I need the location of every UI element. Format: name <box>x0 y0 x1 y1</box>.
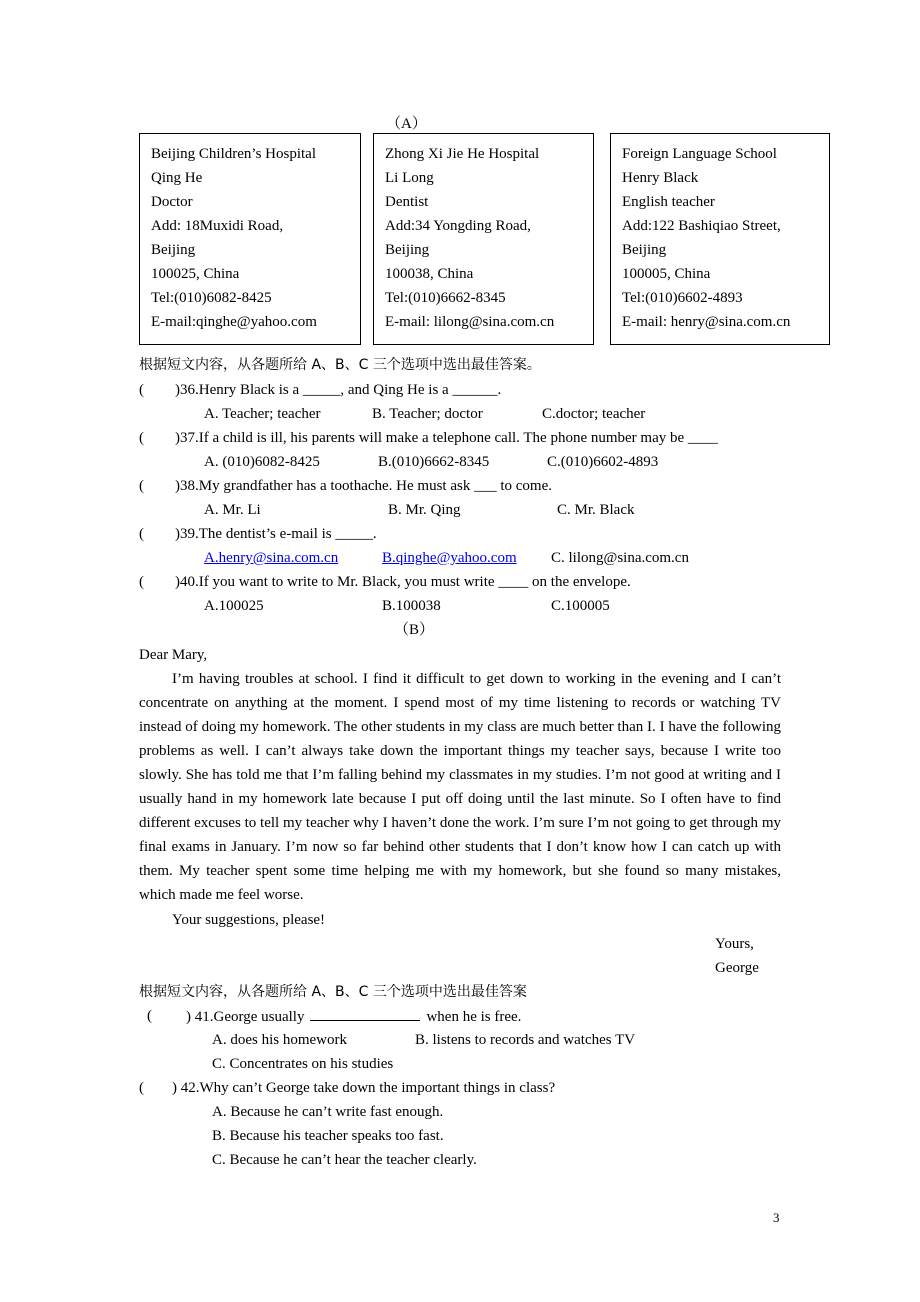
card-postcode: 100025, China <box>151 266 240 282</box>
q41-stem-post: when he is free. <box>426 1009 522 1025</box>
q37-option-c: C.(010)6602-4893 <box>547 454 659 470</box>
q38-option-c: C. Mr. Black <box>557 502 635 518</box>
card-tel: Tel:(010)6602-4893 <box>622 290 743 306</box>
section-b-title: （B） <box>394 622 435 638</box>
q42-option-a: A. Because he can’t write fast enough. <box>212 1104 444 1120</box>
q36-option-c: C.doctor; teacher <box>542 406 646 422</box>
question-38: )38.My grandfather has a toothache. He must ask ___ to come. <box>175 478 552 494</box>
card-postcode: 100038, China <box>385 266 474 282</box>
question-39: )39.The dentist’s e-mail is _____. <box>175 526 377 542</box>
card-address-line1: Add: 18Muxidi Road, <box>151 218 284 234</box>
q36-option-b: B. Teacher; doctor <box>372 406 483 422</box>
q36-option-a: A. Teacher; teacher <box>204 406 321 422</box>
card-org: Foreign Language School <box>622 146 777 162</box>
card-address-line2: Beijing <box>151 242 196 258</box>
q39-option-b-link[interactable]: B.qinghe@yahoo.com <box>382 550 517 566</box>
q38-option-b: B. Mr. Qing <box>388 502 461 518</box>
q37-option-a: A. (010)6082-8425 <box>204 454 320 470</box>
card-name: Qing He <box>151 170 203 186</box>
card-postcode: 100005, China <box>622 266 711 282</box>
answer-paren: ( <box>139 478 144 494</box>
q40-option-b: B.100038 <box>382 598 441 614</box>
answer-paren: ( <box>139 526 144 542</box>
card-address-line1: Add:34 Yongding Road, <box>385 218 531 234</box>
card-job: Dentist <box>385 194 429 210</box>
q38-option-a: A. Mr. Li <box>204 502 261 518</box>
card-tel: Tel:(010)6662-8345 <box>385 290 506 306</box>
answer-paren: ( <box>147 1008 152 1024</box>
business-card-qing-he <box>139 133 361 345</box>
q41-stem-pre: ) 41.George usually <box>186 1009 305 1025</box>
card-address-line2: Beijing <box>622 242 667 258</box>
question-37: )37.If a child is ill, his parents will make a telephone call. The phone number may be ____ <box>175 430 718 446</box>
q41-option-b: B. listens to records and watches TV <box>415 1032 636 1048</box>
card-tel: Tel:(010)6082-8425 <box>151 290 272 306</box>
letter-closing-line: Your suggestions, please! <box>172 912 326 928</box>
business-card-li-long <box>373 133 594 345</box>
answer-paren: ( <box>139 382 144 398</box>
card-name: Li Long <box>385 170 434 186</box>
card-name: Henry Black <box>622 170 699 186</box>
q40-option-c: C.100005 <box>551 598 610 614</box>
card-job: English teacher <box>622 194 715 210</box>
letter-yours: Yours, <box>715 936 754 952</box>
q39-option-a-link[interactable]: A.henry@sina.com.cn <box>204 550 339 566</box>
q42-option-c: C. Because he can’t hear the teacher clearly. <box>212 1152 477 1168</box>
question-36: )36.Henry Black is a _____, and Qing He is a ______. <box>175 382 502 398</box>
card-org: Zhong Xi Jie He Hospital <box>385 146 540 162</box>
q40-option-a: A.100025 <box>204 598 264 614</box>
card-email: E-mail:qinghe@yahoo.com <box>151 314 317 330</box>
card-org: Beijing Children’s Hospital <box>151 146 316 162</box>
page-number: 3 <box>773 1210 780 1225</box>
q39-option-c: C. lilong@sina.com.cn <box>551 550 689 566</box>
q41-option-c: C. Concentrates on his studies <box>212 1056 394 1072</box>
answer-paren: ( <box>139 430 144 446</box>
card-address-line2: Beijing <box>385 242 430 258</box>
card-email: E-mail: henry@sina.com.cn <box>622 314 791 330</box>
answer-paren: ( <box>139 574 144 590</box>
section-a-title: （A） <box>386 116 427 132</box>
letter-body <box>139 667 781 907</box>
letter-body-text: I’m having troubles at school. I find it difficult to get down to working in the evening and I can’t concentrate on anything at the moment. I spend most of my time listening to records or watching TV instead of doing my homework. The other students in my class are much better than I. I have the following problems as well. I can’t always take down the important things my teacher says, because I write too slowly. She has told me that I’m falling behind my classmates in my studies. I’m not good at writing and I usually hand in my homework late because I put off doing until the last minute. So I often have to find different excuses to tell my teacher why I haven’t done the work. I’m sure I’m not going to get through my final exams in January. I’m now so far behind other students that I don’t know how I can catch up with them. My teacher spent some time helping me with my homework, but she found so many mistakes, which made me feel worse. <box>139 671 781 903</box>
q37-option-b: B.(010)6662-8345 <box>378 454 490 470</box>
letter-greeting: Dear Mary, <box>139 647 208 663</box>
instruction-a: 根据短文内容，从各题所给 A、B、C 三个选项中选出最佳答案。 <box>139 357 541 373</box>
card-address-line1: Add:122 Bashiqiao Street, <box>622 218 781 234</box>
instruction-b: 根据短文内容，从各题所给 A、B、C 三个选项中选出最佳答案 <box>139 984 527 1000</box>
question-40: )40.If you want to write to Mr. Black, you must write ____ on the envelope. <box>175 574 631 590</box>
q42-option-b: B. Because his teacher speaks too fast. <box>212 1128 444 1144</box>
q41-option-a: A. does his homework <box>212 1032 347 1048</box>
letter-signature: George <box>715 960 759 976</box>
card-email: E-mail: lilong@sina.com.cn <box>385 314 555 330</box>
card-job: Doctor <box>151 194 193 210</box>
question-42: ) 42.Why can’t George take down the important things in class? <box>172 1080 556 1096</box>
business-card-henry-black <box>610 133 830 345</box>
question-41 <box>186 1006 521 1027</box>
q41-blank <box>310 1006 420 1021</box>
answer-paren: ( <box>139 1080 144 1096</box>
